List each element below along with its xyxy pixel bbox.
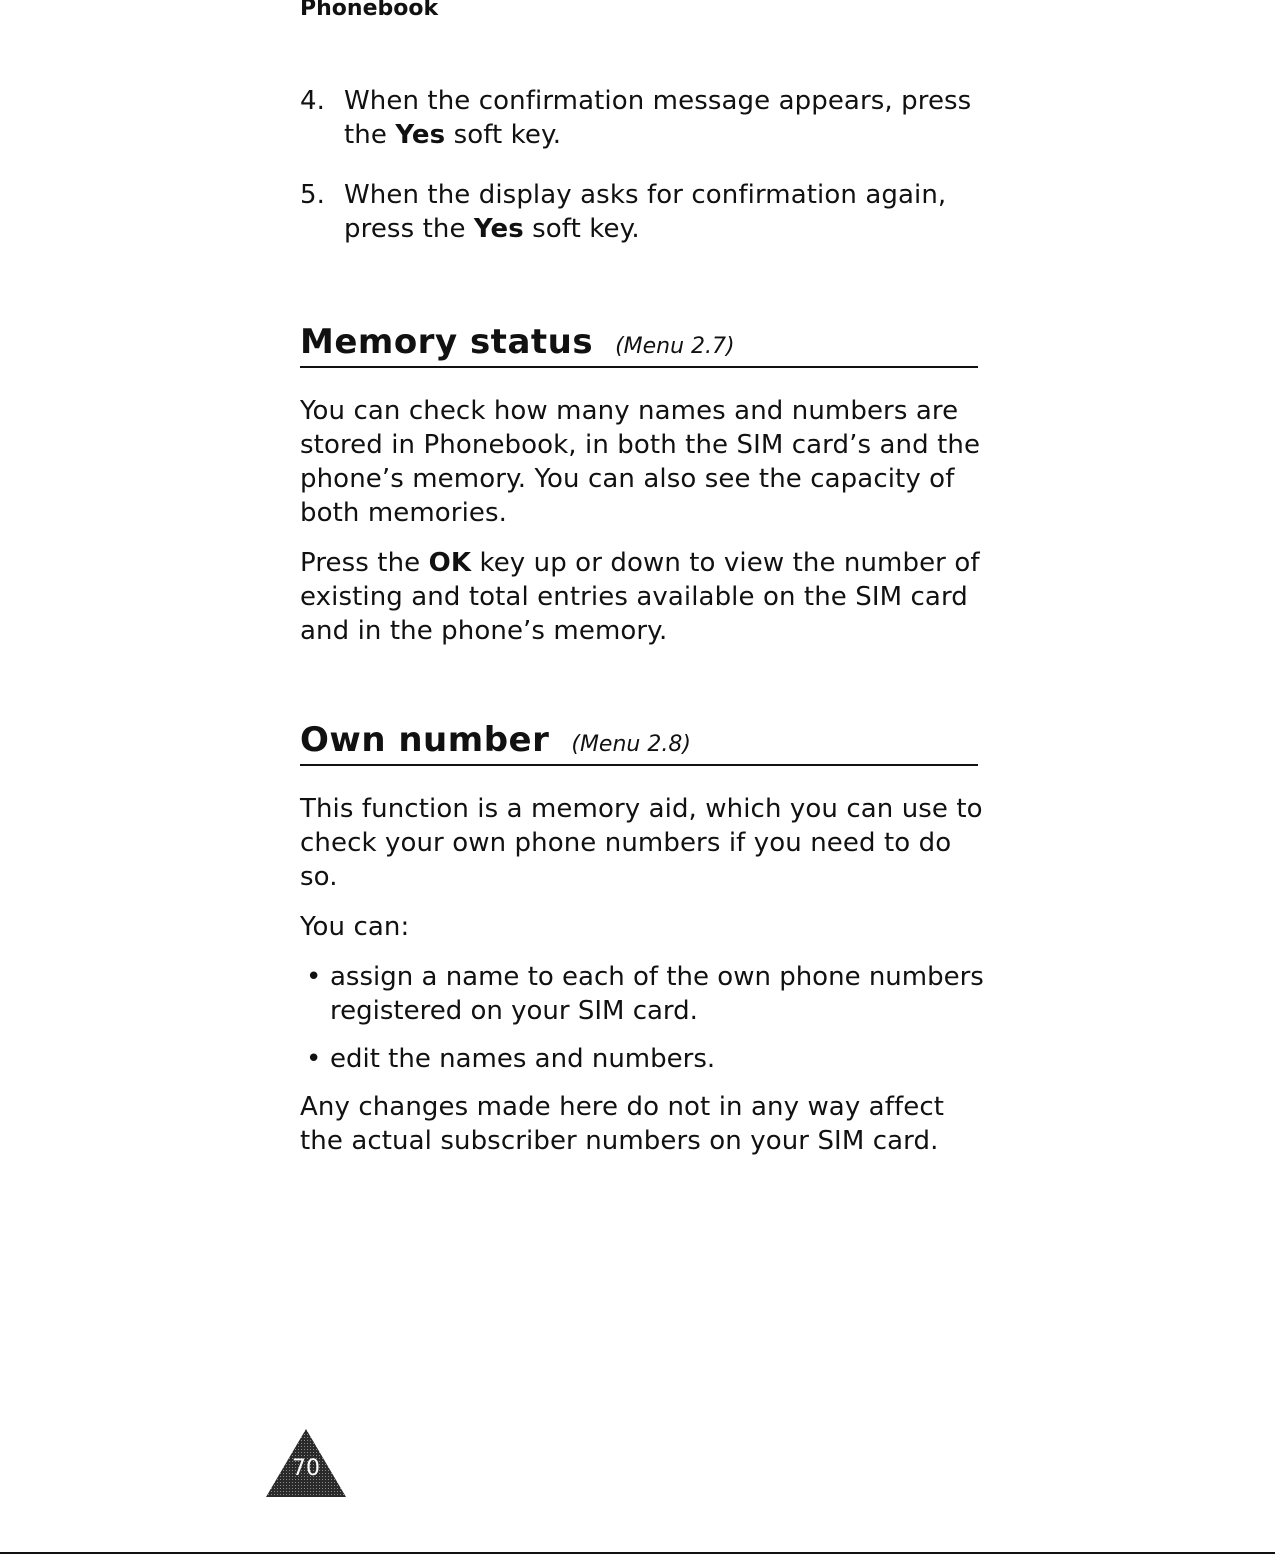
page-content [300, 84, 990, 1174]
memory-status-description: You can check how many names and numbers are stored in Phonebook, in both the SIM card’s and the phone’s memory. You can also see the capacity of both memories. [300, 396, 981, 528]
running-header: Phonebook [300, 0, 439, 21]
bullet-icon: • [306, 1044, 322, 1074]
soft-key-label: Yes [473, 214, 524, 244]
step-number: 5. [300, 180, 326, 210]
step-4 [300, 84, 990, 152]
page-number-badge [264, 1427, 348, 1499]
step-5 [300, 178, 990, 246]
menu-reference: (Menu 2.8) [571, 732, 691, 757]
own-number-intro: You can: [300, 912, 410, 942]
step-text: When the confirmation message appears, press the Yes soft key. [344, 86, 972, 150]
bullet-icon: • [306, 962, 322, 992]
own-number-heading [300, 720, 978, 766]
memory-status-instructions: Press the OK key up or down to view the number of existing and total entries available on the SIM card and in the phone’s memory. [300, 548, 980, 646]
page-number: 70 [292, 1456, 320, 1481]
section-title: Own number [300, 720, 550, 760]
bottom-divider [0, 1552, 1275, 1554]
list-item: • assign a name to each of the own phone numbers registered on your SIM card. [300, 960, 990, 1028]
section-title: Memory status [300, 322, 594, 362]
own-number-note: Any changes made here do not in any way affect the actual subscriber numbers on your SIM card. [300, 1092, 945, 1156]
step-number: 4. [300, 86, 326, 116]
list-item: • edit the names and numbers. [300, 1042, 990, 1076]
memory-status-heading [300, 322, 978, 368]
menu-reference: (Menu 2.7) [615, 334, 735, 359]
step-text: When the display asks for confirmation again, press the Yes soft key. [344, 180, 947, 244]
ok-key-label: OK [428, 548, 472, 578]
own-number-description: This function is a memory aid, which you can use to check your own phone numbers if you need to do so. [300, 794, 983, 892]
soft-key-label: Yes [395, 120, 446, 150]
